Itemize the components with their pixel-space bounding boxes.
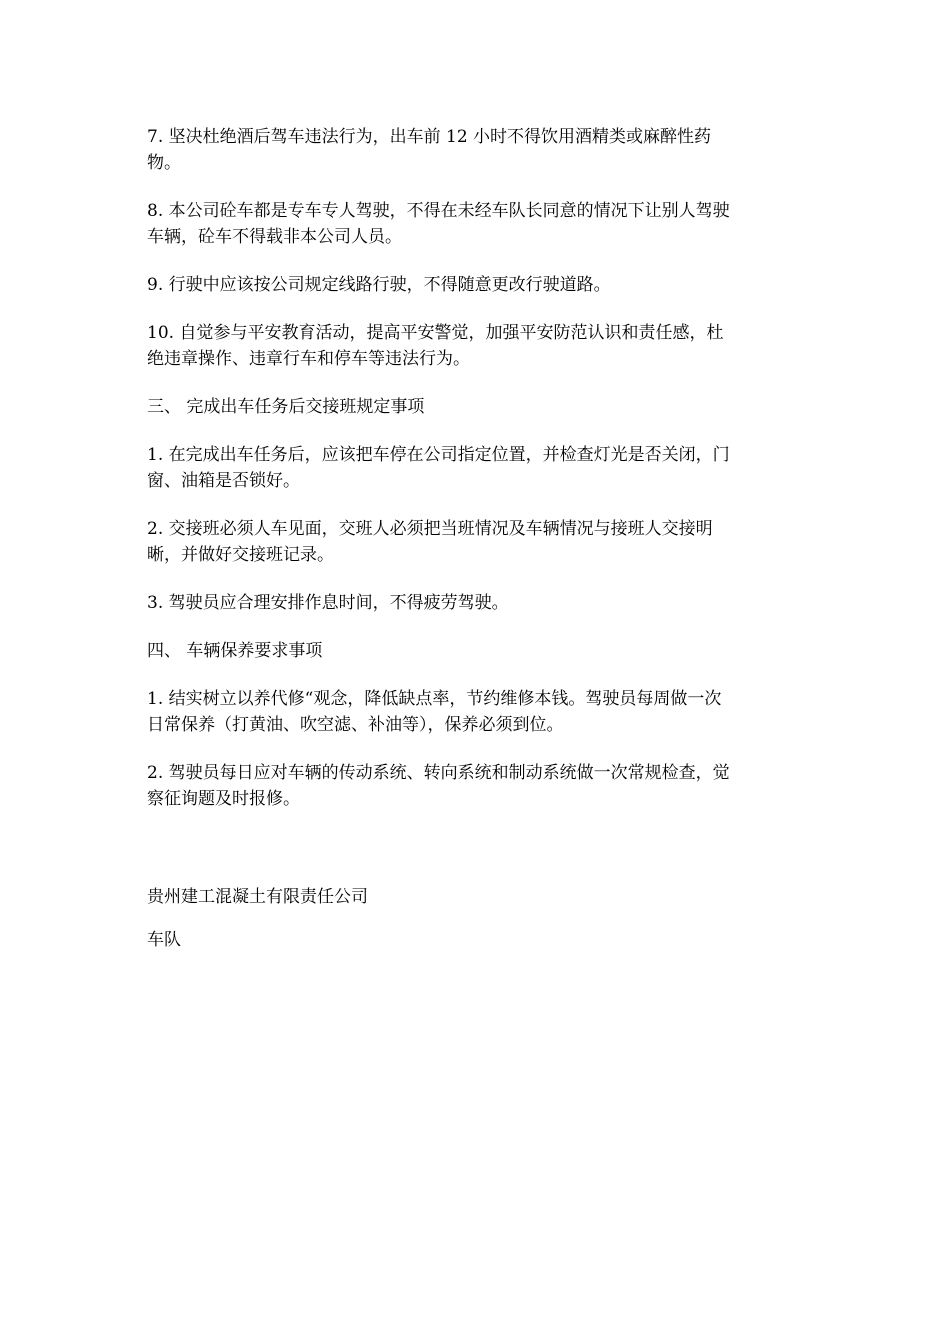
text-line: 察征询题及时报修。 (147, 789, 300, 809)
text-line: 9. 行驶中应该按公司规定线路行驶，不得随意更改行驶道路。 (147, 275, 611, 295)
rule-item-7 (147, 124, 807, 176)
text-line: 3. 驾驶员应合理安排作息时间，不得疲劳驾驶。 (147, 593, 509, 613)
department-name: 车队 (147, 930, 181, 950)
section4-item-2 (147, 760, 807, 812)
section3-item-1 (147, 442, 807, 494)
text-line: 晰，并做好交接班记录。 (147, 545, 334, 565)
heading-line: 三、 完成出车任务后交接班规定事项 (147, 397, 425, 417)
text-line: 1. 结实树立以养代修“观念，降低缺点率，节约维修本钱。驾驶员每周做一次 (147, 689, 722, 709)
rule-item-10 (147, 320, 807, 372)
text-line: 窗、油箱是否锁好。 (147, 471, 300, 491)
company-name: 贵州建工混凝土有限责任公司 (147, 887, 368, 907)
text-line: 物。 (147, 153, 181, 173)
text-line: 2. 交接班必须人车见面，交班人必须把当班情况及车辆情况与接班人交接明 (147, 519, 713, 539)
heading-line: 四、 车辆保养要求事项 (147, 641, 323, 661)
rule-item-8 (147, 198, 807, 250)
section3-item-3 (147, 590, 807, 616)
section-heading-3 (147, 394, 807, 420)
section4-item-1 (147, 686, 807, 738)
text-line: 10. 自觉参与平安教育活动，提高平安警觉，加强平安防范认识和责任感，杜 (147, 323, 724, 343)
spacer (147, 834, 807, 884)
text-line: 车辆，砼车不得载非本公司人员。 (147, 227, 402, 247)
text-line: 8. 本公司砼车都是专车专人驾驶，不得在未经车队长同意的情况下让别人驾驶 (147, 201, 730, 221)
text-line: 1. 在完成出车任务后，应该把车停在公司指定位置，并检查灯光是否关闭，门 (147, 445, 730, 465)
text-line: 日常保养（打黄油、吹空滤、补油等），保养必须到位。 (147, 715, 564, 735)
document-body (147, 124, 807, 970)
section3-item-2 (147, 516, 807, 568)
text-line: 2. 驾驶员每日应对车辆的传动系统、转向系统和制动系统做一次常规检查，觉 (147, 763, 730, 783)
text-line: 绝违章操作、违章行车和停车等违法行为。 (147, 349, 470, 369)
rule-item-9 (147, 272, 807, 298)
text-line: 7. 坚决杜绝酒后驾车违法行为，出车前 12 小时不得饮用酒精类或麻醉性药 (147, 127, 712, 147)
section-heading-4 (147, 638, 807, 664)
